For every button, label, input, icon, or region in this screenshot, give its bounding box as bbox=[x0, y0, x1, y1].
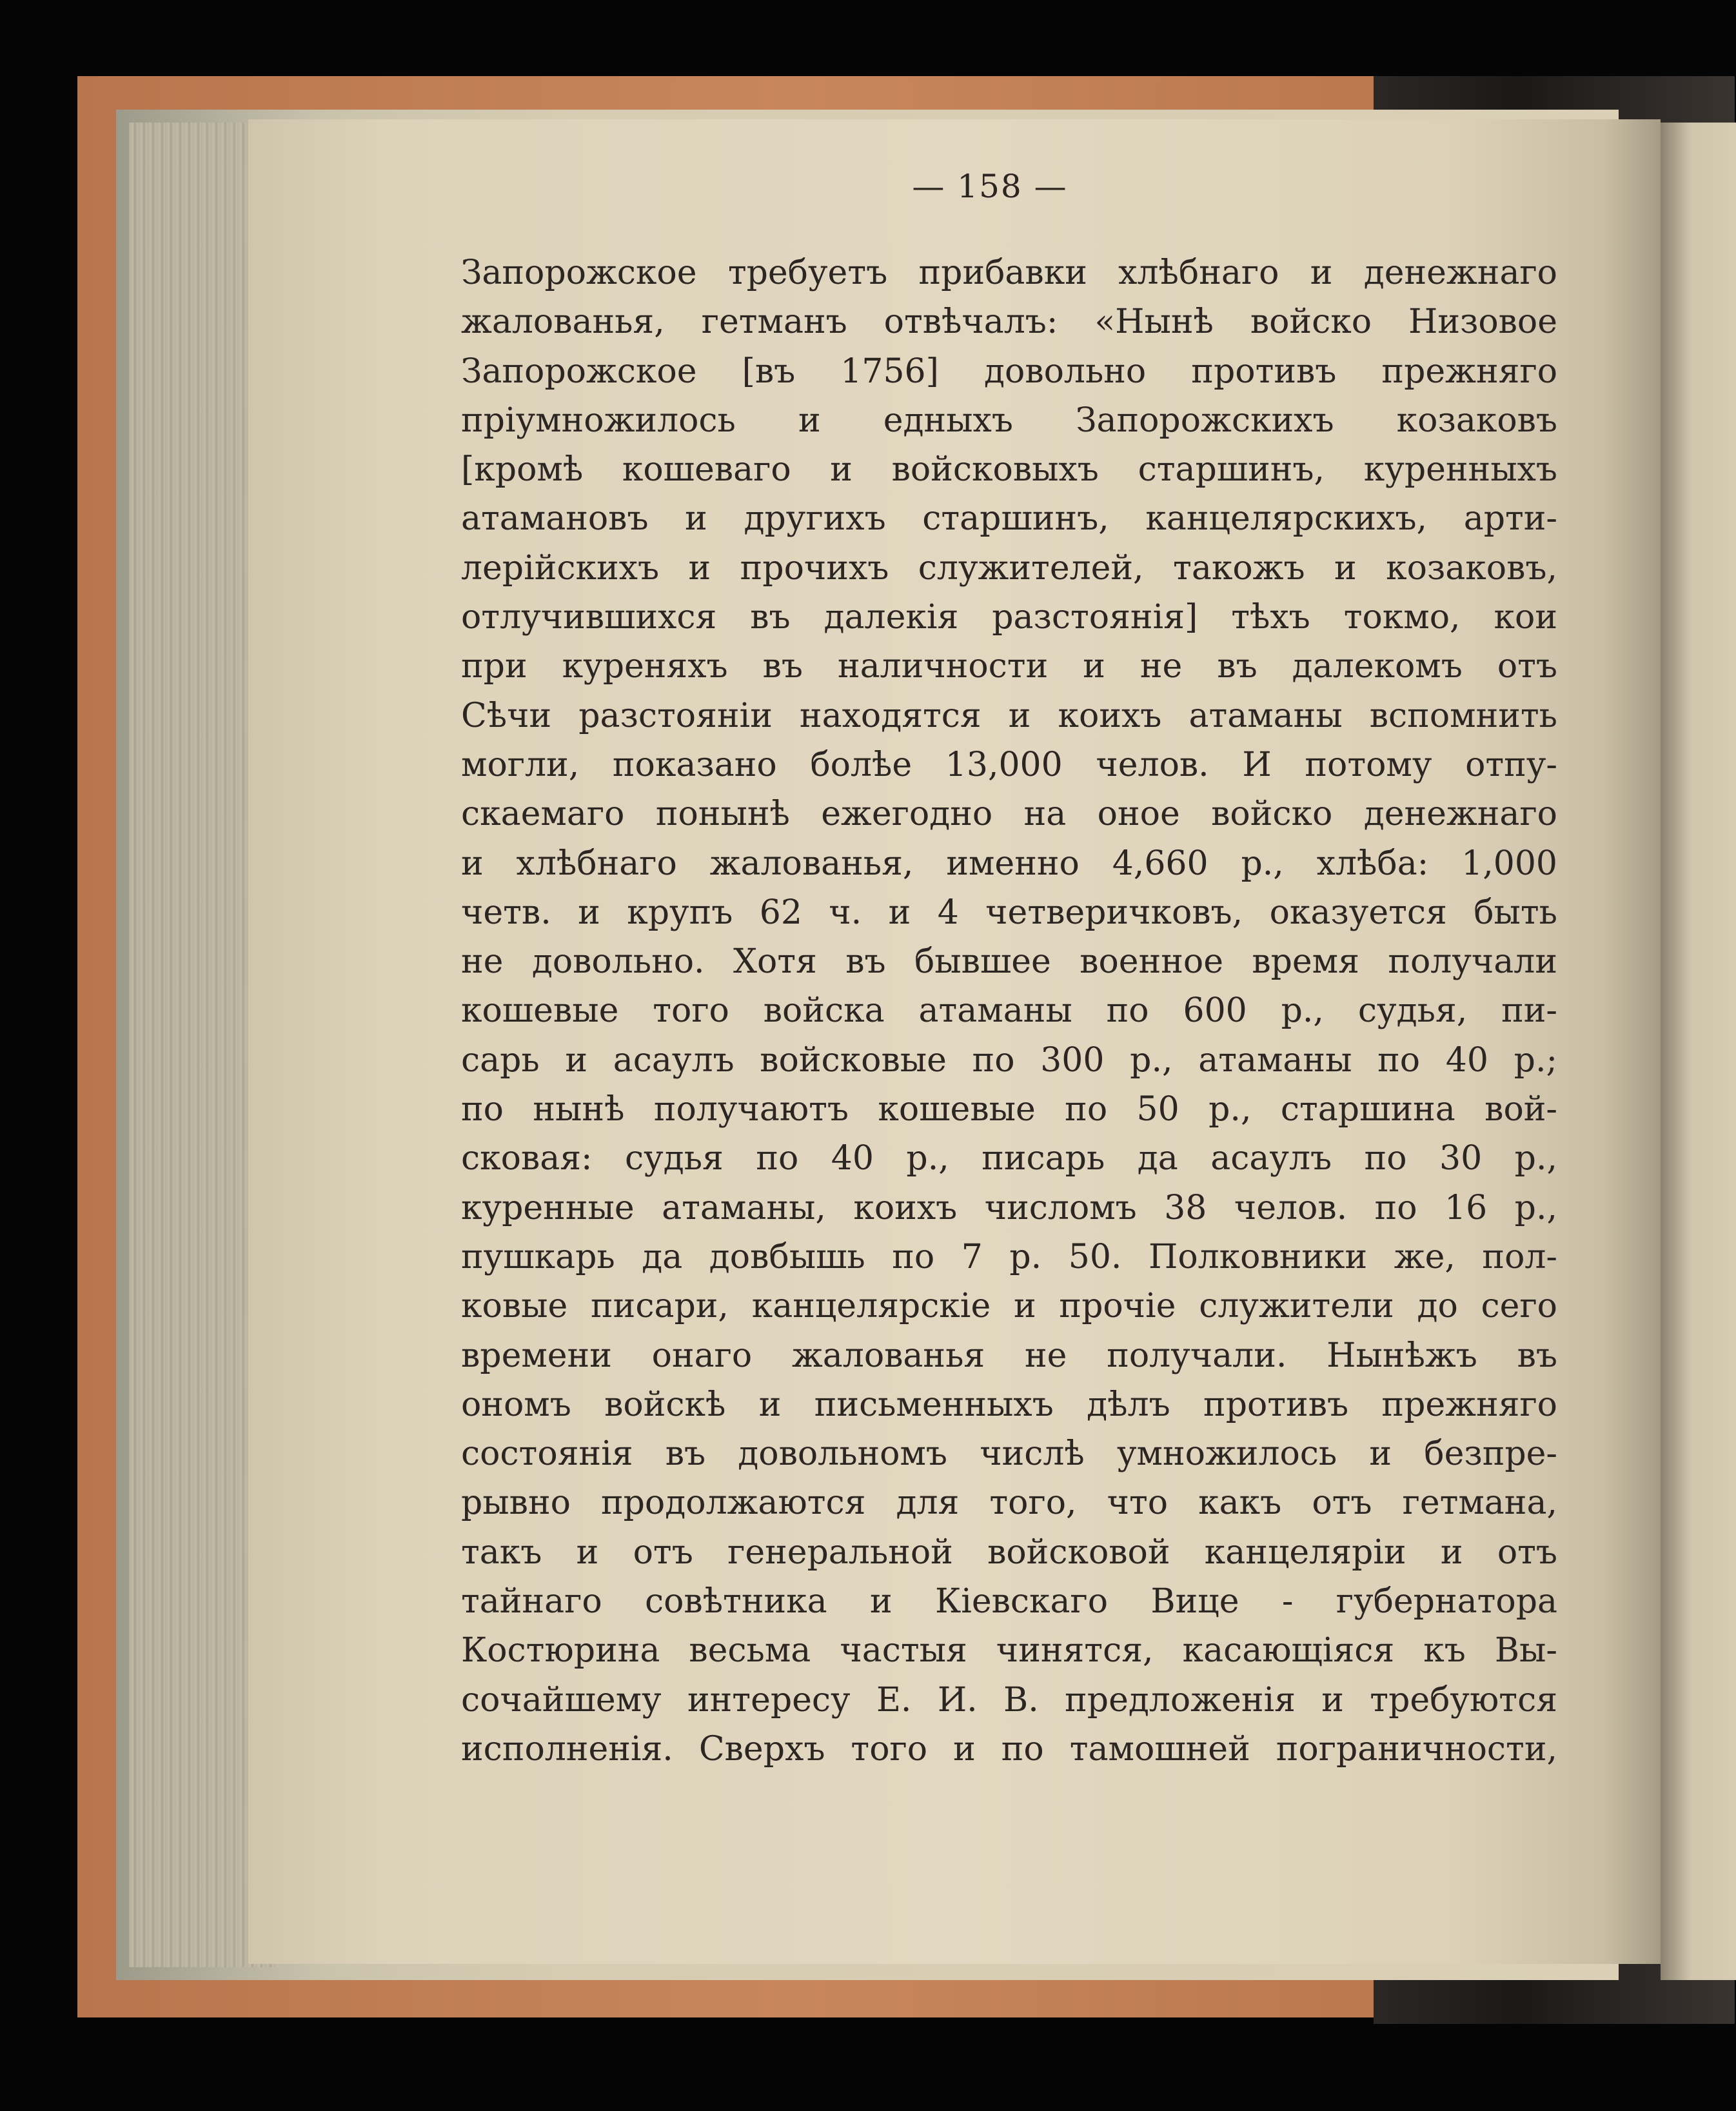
text-line: могли, показано болѣе 13,000 челов. И потому отпу- bbox=[461, 745, 1557, 784]
text-line: лерійскихъ и прочихъ служителей, такожъ и козаковъ, bbox=[461, 548, 1557, 588]
text-line: кошевые того войска атаманы по 600 р., судья, пи- bbox=[461, 991, 1557, 1031]
text-line: сарь и асаулъ войсковые по 300 р., атаманы по 40 р.; bbox=[461, 1040, 1557, 1080]
text-line: отлучившихся въ далекія разстоянія] тѣхъ токмо, кои bbox=[461, 598, 1557, 637]
text-line: пушкарь да довбышь по 7 р. 50. Полковники же, пол- bbox=[461, 1237, 1557, 1276]
page-text bbox=[461, 248, 1557, 1774]
text-line: тайнаго совѣтника и Кіевскаго Вице - губернатора bbox=[461, 1582, 1557, 1621]
text-line: по нынѣ получаютъ кошевые по 50 р., старшина вой- bbox=[461, 1090, 1557, 1129]
text-line: Сѣчи разстояніи находятся и коихъ атаманы вспомнить bbox=[461, 696, 1557, 735]
text-line: не довольно. Хотя въ бывшее военное время получали bbox=[461, 942, 1557, 982]
text-line: сковая: судья по 40 р., писарь да асаулъ по 30 р., bbox=[461, 1139, 1557, 1178]
text-line: времени онаго жалованья не получали. Нынѣжъ въ bbox=[461, 1336, 1557, 1375]
facing-page bbox=[1661, 123, 1736, 1980]
text-line: четв. и крупъ 62 ч. и 4 четверичковъ, оказуется быть bbox=[461, 893, 1557, 932]
text-line: куренные атаманы, коихъ числомъ 38 челов. по 16 р., bbox=[461, 1188, 1557, 1227]
text-line: ономъ войскѣ и письменныхъ дѣлъ противъ прежняго bbox=[461, 1385, 1557, 1424]
text-line: рывно продолжаются для того, что какъ отъ гетмана, bbox=[461, 1483, 1557, 1523]
text-line: такъ и отъ генеральной войсковой канцеляріи и отъ bbox=[461, 1532, 1557, 1572]
text-line: [кромѣ кошеваго и войсковыхъ старшинъ, куренныхъ bbox=[461, 450, 1557, 490]
text-line: при куреняхъ въ наличности и не въ далекомъ отъ bbox=[461, 647, 1557, 686]
text-line: Запорожское требуетъ прибавки хлѣбнаго и денежнаго bbox=[461, 253, 1557, 292]
text-line: атамановъ и другихъ старшинъ, канцелярскихъ, арти- bbox=[461, 499, 1557, 539]
text-line: состоянія въ довольномъ числѣ умножилось и безпре- bbox=[461, 1434, 1557, 1474]
text-line: жалованья, гетманъ отвѣчалъ: «Нынѣ войско Низовое bbox=[461, 302, 1557, 342]
text-line: сочайшему интересу Е. И. В. предложенія и требуются bbox=[461, 1680, 1557, 1720]
text-line: Запорожское [въ 1756] довольно противъ прежняго bbox=[461, 352, 1557, 391]
text-line: исполненія. Сверхъ того и по тамошней пограничности, bbox=[461, 1729, 1557, 1769]
text-line: и хлѣбнаго жалованья, именно 4,660 р., хлѣба: 1,000 bbox=[461, 844, 1557, 883]
text-line: Костюрина весьма частыя чинятся, касающіяся къ Вы- bbox=[461, 1631, 1557, 1670]
page-number: — 158 — bbox=[912, 168, 1068, 205]
text-line: скаемаго понынѣ ежегодно на оное войско денежнаго bbox=[461, 795, 1557, 834]
text-line: пріумножилось и едныхъ Запорожскихъ козаковъ bbox=[461, 401, 1557, 440]
text-line: ковые писари, канцелярскіе и прочіе служители до сего bbox=[461, 1287, 1557, 1326]
